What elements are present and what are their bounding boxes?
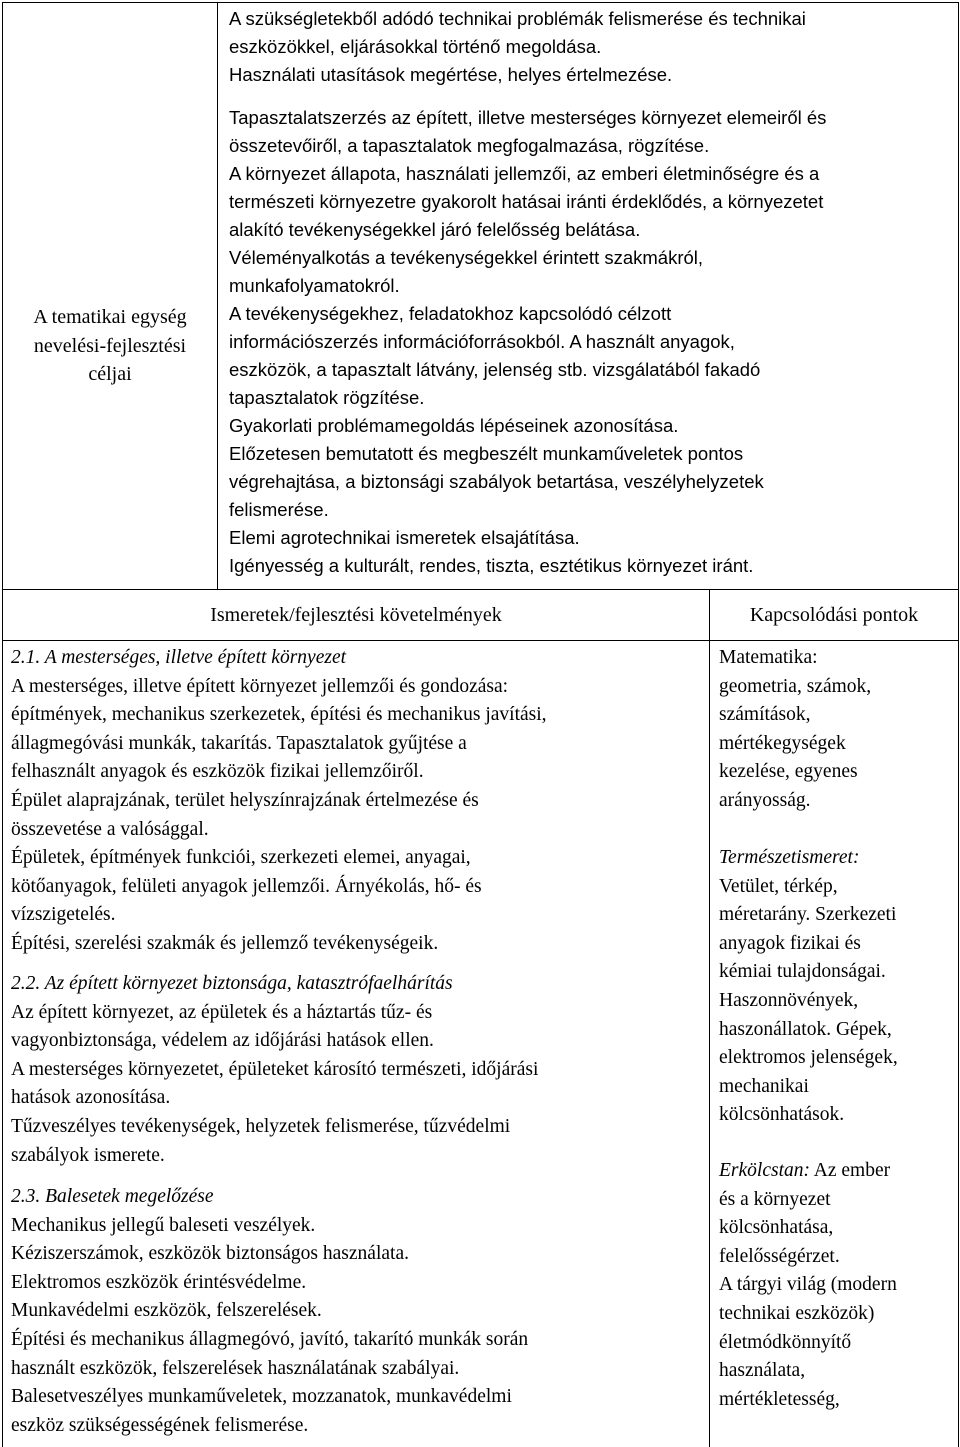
section-line: Balesetveszélyes munkaműveletek, mozzanatok, munkavédelmi	[11, 1386, 512, 1408]
goals-row-bottom-border	[2, 589, 959, 590]
section-line: állagmegóvási munkák, takarítás. Tapasztalatok gyűjtése a	[11, 732, 467, 754]
goals-column-divider	[217, 2, 218, 589]
section-line: Tűzveszélyes tevékenységek, helyzetek felismerése, tűzvédelmi	[11, 1115, 511, 1137]
goal-line: Előzetesen bemutatott és megbeszélt munkaműveletek pontos	[229, 443, 744, 464]
section-line: összevetése a valósággal.	[11, 818, 209, 840]
connection-line: anyagok fizikai és	[719, 932, 861, 954]
connection-line: és a környezet	[719, 1188, 831, 1210]
goal-line: Véleményalkotás a tevékenységekkel érintett szakmákról,	[229, 247, 704, 268]
connection-math	[719, 644, 871, 816]
goals-label-line: nevelési-fejlesztési	[33, 334, 187, 357]
connection-line: A tárgyi világ (modern	[719, 1274, 897, 1296]
connection-line: technikai eszközök)	[719, 1302, 875, 1324]
section-line: A mesterséges, illetve épített környezet jellemzői és gondozása:	[11, 675, 509, 697]
connection-line: geometria, számok,	[719, 675, 872, 697]
section-line: szabályok ismerete.	[11, 1144, 165, 1166]
connections-header: Kapcsolódási pontok	[749, 604, 919, 626]
connection-line: méretarány. Szerkezeti	[719, 904, 897, 926]
goal-line: információszerzés információforrásokból. A használt anyagok,	[229, 331, 735, 352]
goal-line: munkafolyamatokról.	[229, 275, 400, 296]
connection-line: Vetület, térkép,	[719, 875, 838, 897]
connection-line: mechanikai	[719, 1075, 809, 1097]
goal-line: Használati utasítások megértése, helyes értelmezése.	[229, 64, 673, 85]
connection-subject: Erkölcstan:	[719, 1160, 810, 1181]
header-row-bottom-border	[2, 640, 959, 641]
section-line: vízszigetelés.	[11, 904, 116, 926]
goal-line: természeti környezetre gyakorolt hatásai iránti érdeklődés, a környezetet	[229, 191, 824, 212]
connection-line: kölcsönhatások.	[719, 1104, 845, 1126]
goal-line: Tapasztalatszerzés az épített, illetve mesterséges környezet elemeiről és	[229, 107, 827, 128]
section-title: 2.1. A mesterséges, illetve épített környezet	[11, 647, 347, 668]
section-line: építmények, mechanikus szerkezetek, építési és mechanikus javítási,	[11, 704, 547, 726]
connection-line: számítások,	[719, 704, 811, 726]
section-line: Az épített környezet, az épületek és a háztartás tűz- és	[11, 1001, 433, 1023]
section-line: Épületek, építmények funkciói, szerkezeti elemei, anyagai,	[11, 847, 471, 869]
connection-subject: Természetismeret:	[719, 847, 860, 868]
section-line: Építési és mechanikus állagmegóvó, javító, takarító munkák során	[11, 1328, 529, 1350]
connection-line: felelősségérzet.	[719, 1245, 840, 1267]
section-line: Kéziszerszámok, eszközök biztonságos használata.	[11, 1243, 409, 1265]
connection-line: mértékegységek	[719, 732, 846, 754]
goal-line: A környezet állapota, használati jellemzői, az emberi életminőségre és a	[229, 163, 820, 184]
section-line: Építési, szerelési szakmák és jellemző tevékenységeik.	[11, 932, 439, 954]
goal-line: Gyakorlati problémamegoldás lépéseinek azonosítása.	[229, 415, 679, 436]
connections-column-divider	[709, 589, 710, 1447]
connection-line: mértékletesség,	[719, 1388, 840, 1410]
goal-line: felismerése.	[229, 499, 329, 520]
goals-text-a	[229, 5, 806, 89]
section-line: kötőanyagok, felületi anyagok jellemzői. Árnyékolás, hő- és	[11, 875, 482, 897]
goal-line: alakító tevékenységekkel járó felelősség belátása.	[229, 219, 641, 240]
section-2-2	[11, 970, 538, 1170]
section-line: Munkavédelmi eszközök, felszerelések.	[11, 1300, 322, 1322]
section-title: 2.3. Balesetek megelőzése	[11, 1186, 214, 1207]
goal-line: Igényesség a kulturált, rendes, tiszta, esztétikus környezet iránt.	[229, 555, 754, 576]
connection-line: arányosság.	[719, 789, 811, 811]
section-line: hatások azonosítása.	[11, 1087, 171, 1109]
connection-line: kémiai tulajdonságai.	[719, 961, 886, 983]
goal-line: eszközökkel, eljárásokkal történő megoldása.	[229, 36, 602, 57]
section-line: Épület alaprajzának, terület helyszínrajzának értelmezése és	[11, 789, 479, 811]
connection-science	[719, 844, 898, 1130]
goal-line: tapasztalatok rögzítése.	[229, 387, 425, 408]
goal-line: végrehajtása, a biztonsági szabályok betartása, veszélyhelyzetek	[229, 471, 764, 492]
section-2-1	[11, 644, 547, 959]
section-line: Mechanikus jellegű baleseti veszélyek.	[11, 1214, 316, 1236]
section-line: eszköz szükségességének felismerése.	[11, 1414, 309, 1436]
goal-line: összetevőiről, a tapasztalatok megfogalmazása, rögzítése.	[229, 135, 710, 156]
connection-subject: Matematika:	[719, 647, 818, 668]
connection-line: elektromos jelenségek,	[719, 1047, 898, 1069]
section-line: használt eszközök, felszerelések használatának szabályai.	[11, 1357, 460, 1379]
goals-text-b	[229, 104, 826, 580]
goal-line: eszközök, a tapasztalt látvány, jelenség stb. vizsgálatából fakadó	[229, 359, 761, 380]
goals-label-line: céljai	[88, 363, 132, 386]
connection-line: kölcsönhatása,	[719, 1217, 834, 1239]
knowledge-header: Ismeretek/fejlesztési követelmények	[210, 604, 502, 626]
connection-line: kezelése, egyenes	[719, 761, 858, 783]
section-line: felhasznált anyagok és eszközök fizikai jellemzőiről.	[11, 761, 424, 783]
goal-line: A tevékenységekhez, feladatokhoz kapcsolódó célzott	[229, 303, 672, 324]
section-line: Elektromos eszközök érintésvédelme.	[11, 1271, 307, 1293]
section-title: 2.2. Az épített környezet biztonsága, katasztrófaelhárítás	[11, 973, 453, 994]
goal-line: A szükségletekből adódó technikai problémák felismerése és technikai	[229, 8, 806, 29]
connection-ethics-first-line	[719, 1157, 897, 1186]
goals-label	[4, 303, 216, 389]
connection-line: Haszonnövények,	[719, 989, 859, 1011]
connection-ethics	[719, 1157, 897, 1414]
connection-line: haszonállatok. Gépek,	[719, 1018, 892, 1040]
section-line: A mesterséges környezetet, épületeket károsító természeti, időjárási	[11, 1058, 539, 1080]
section-line: vagyonbiztonsága, védelem az időjárási hatások ellen.	[11, 1030, 434, 1052]
goal-line: Elemi agrotechnikai ismeretek elsajátítása.	[229, 527, 580, 548]
goals-label-line: A tematikai egység	[33, 306, 187, 328]
connection-line: életmódkönnyítő	[719, 1331, 852, 1353]
connection-line: Az ember	[809, 1160, 891, 1181]
section-2-3	[11, 1183, 528, 1440]
connection-line: használata,	[719, 1360, 806, 1382]
